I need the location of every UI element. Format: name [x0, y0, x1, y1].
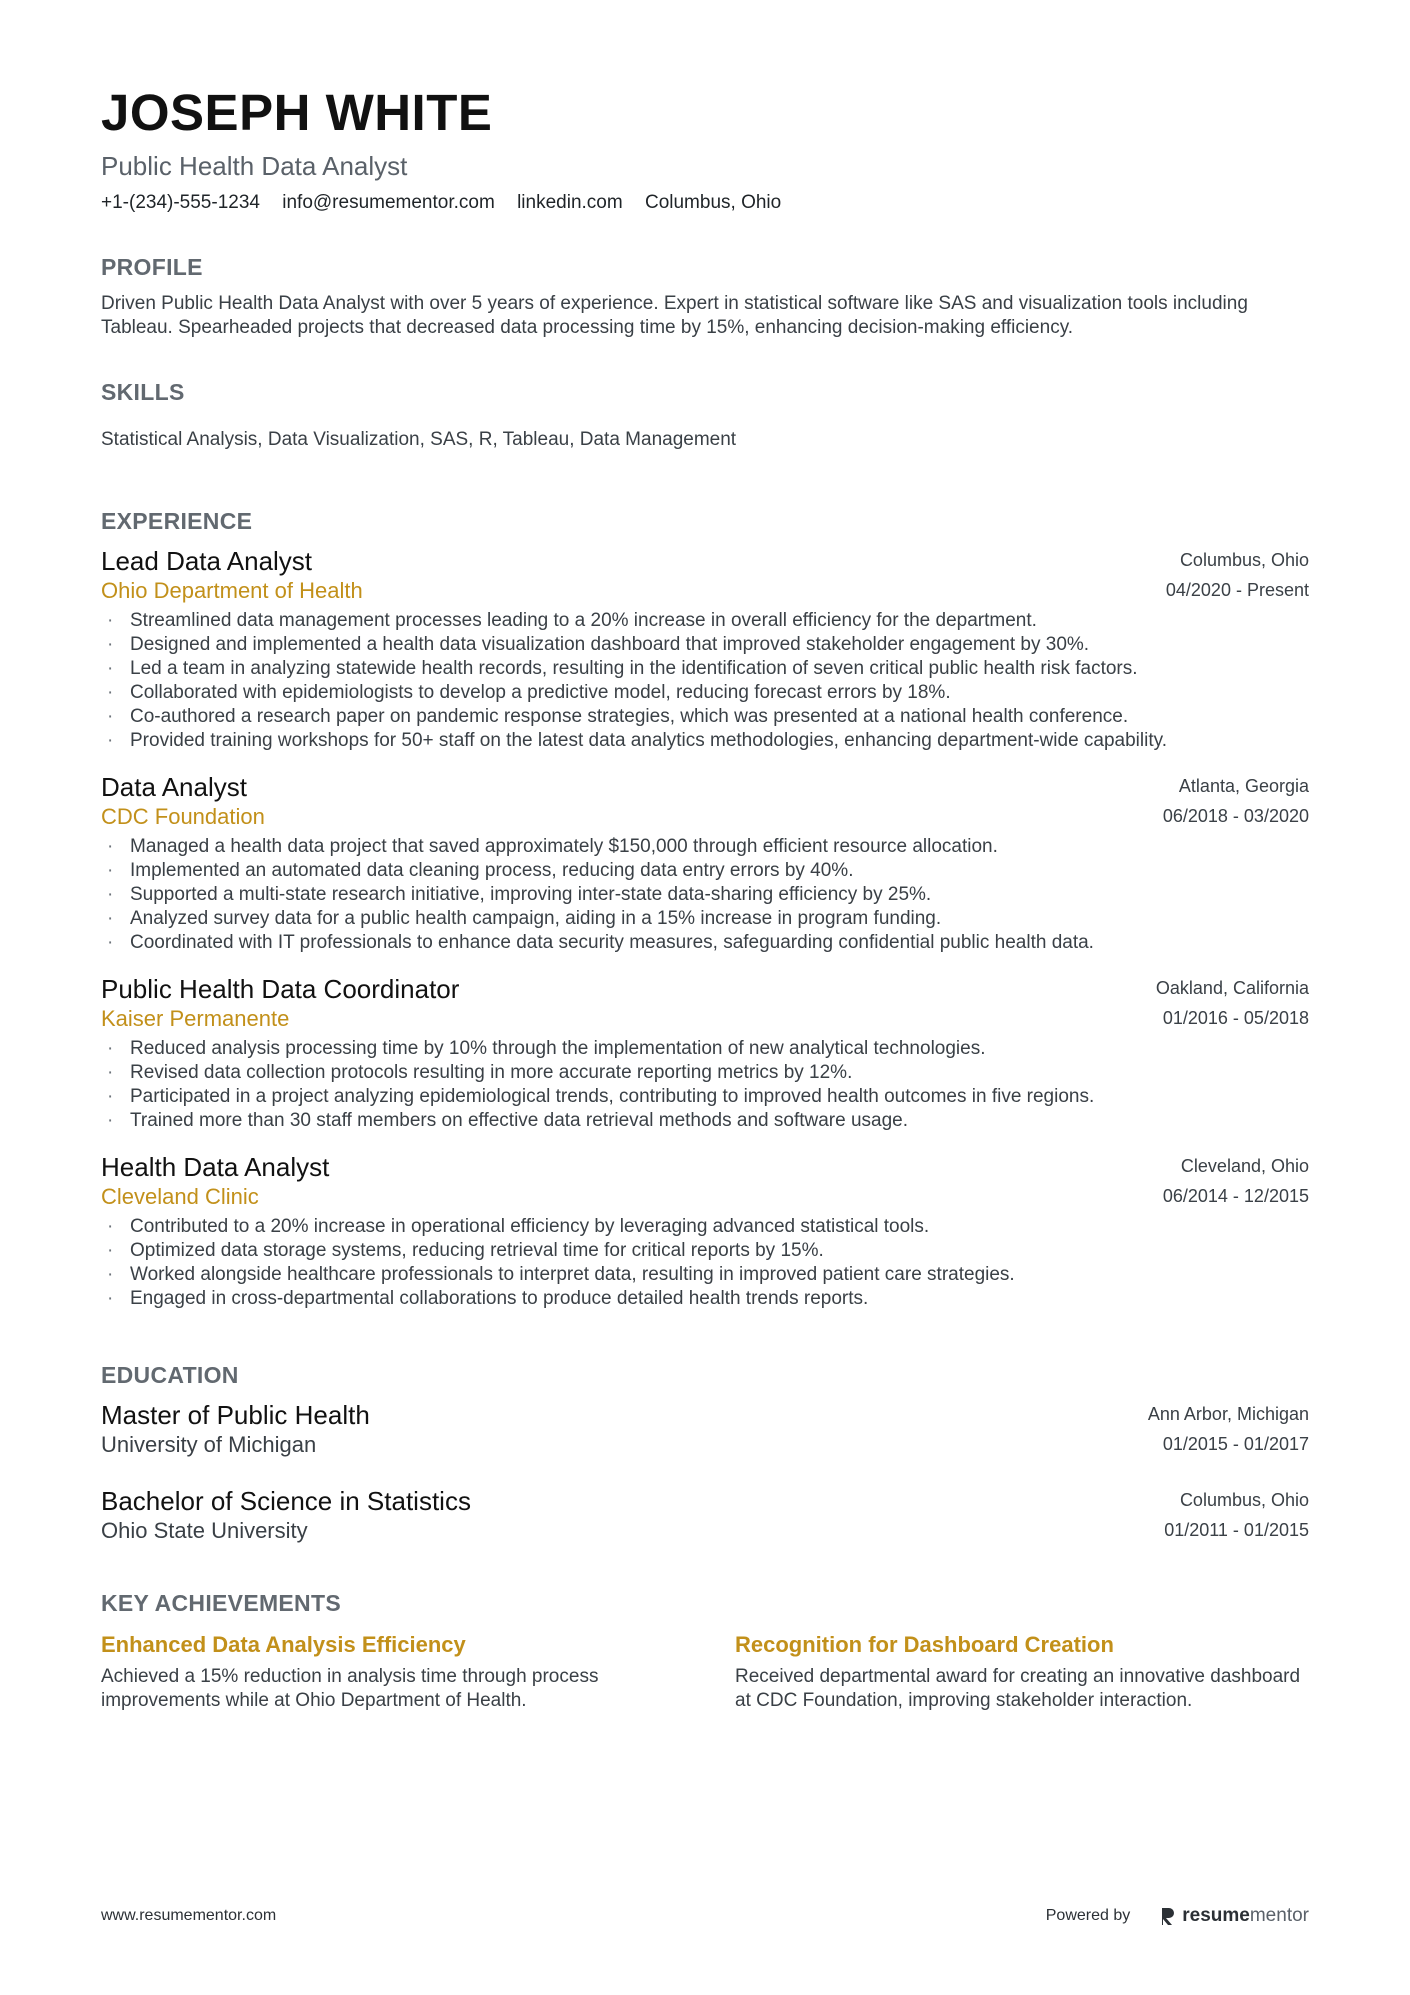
- bullet-item: · Designed and implemented a health data visualization dashboard that improved stakeholder engagement by 30%.: [101, 633, 1309, 657]
- contact-phone: +1-(234)-555-1234: [101, 192, 260, 213]
- job-header: [101, 1151, 1309, 1211]
- contact-email[interactable]: info@resumementor.com: [282, 192, 495, 213]
- resumementor-logo-icon: [1160, 1906, 1176, 1926]
- resumementor-logo[interactable]: [1160, 1905, 1309, 1927]
- job-bullets: [101, 609, 1309, 753]
- experience-heading: EXPERIENCE: [101, 508, 253, 534]
- bullet-item: · Led a team in analyzing statewide health records, resulting in the identification of seven critical public health risk factors.: [101, 657, 1309, 681]
- job-company: Cleveland Clinic: [101, 1184, 259, 1209]
- skills-text: Statistical Analysis, Data Visualization, SAS, R, Tableau, Data Management: [101, 429, 737, 450]
- bullet-item: · Participated in a project analyzing epidemiological trends, contributing to improved health outcomes in five regions.: [101, 1085, 1309, 1109]
- bullet-item: · Provided training workshops for 50+ staff on the latest data analytics methodologies, enhancing department-wide capability.: [101, 729, 1309, 753]
- skills-heading: SKILLS: [101, 379, 185, 405]
- profile-text: Driven Public Health Data Analyst with over 5 years of experience. Expert in statistical software like SAS and visualization tools including Tableau. Spearheaded projects that decreased data processing time by 15%, enhancing decision-making efficiency.: [101, 293, 1248, 338]
- education-section: [101, 1361, 1309, 1545]
- experience-section: [101, 507, 1309, 1311]
- job-location: Cleveland, Ohio: [1180, 1156, 1309, 1176]
- job-company: Ohio Department of Health: [101, 578, 363, 603]
- achievement-title: Recognition for Dashboard Creation: [735, 1632, 1114, 1657]
- candidate-name: JOSEPH WHITE: [101, 84, 493, 141]
- job-entry: [101, 973, 1309, 1133]
- degree-title: Bachelor of Science in Statistics: [101, 1486, 471, 1516]
- education-location: Ann Arbor, Michigan: [1147, 1404, 1309, 1424]
- education-dates: 01/2015 - 01/2017: [1162, 1434, 1309, 1454]
- candidate-title: Public Health Data Analyst: [101, 151, 408, 181]
- job-location: Columbus, Ohio: [1179, 550, 1309, 570]
- job-bullets: [101, 835, 1309, 955]
- job-header: [101, 771, 1309, 831]
- footer-website[interactable]: www.resumementor.com: [101, 1907, 277, 1924]
- achievements-section: [101, 1589, 1309, 1713]
- job-header: [101, 545, 1309, 605]
- job-bullets: [101, 1215, 1309, 1311]
- job-title: Lead Data Analyst: [101, 546, 313, 576]
- skills-section: [101, 378, 1309, 452]
- bullet-item: · Optimized data storage systems, reducing retrieval time for critical reports by 15%.: [101, 1239, 1309, 1263]
- bullet-item: · Coordinated with IT professionals to enhance data security measures, safeguarding confidential public health data.: [101, 931, 1309, 955]
- contact-location: Columbus, Ohio: [644, 192, 782, 213]
- achievement-desc: Achieved a 15% reduction in analysis time through process improvements while at Ohio Department of Health.: [101, 1666, 599, 1711]
- job-dates: 04/2020 - Present: [1165, 580, 1309, 600]
- bullet-item: · Reduced analysis processing time by 10% through the implementation of new analytical technologies.: [101, 1037, 1309, 1061]
- job-header: [101, 973, 1309, 1033]
- bullet-item: · Worked alongside healthcare professionals to interpret data, resulting in improved patient care strategies.: [101, 1263, 1309, 1287]
- profile-section: [101, 253, 1309, 340]
- achievement-card: [735, 1631, 1309, 1713]
- education-heading: EDUCATION: [101, 1362, 239, 1388]
- job-bullets: [101, 1037, 1309, 1133]
- bullet-item: · Streamlined data management processes leading to a 20% increase in overall efficiency for the department.: [101, 609, 1309, 633]
- education-entry: [101, 1485, 1309, 1545]
- page-footer: [101, 1905, 1309, 1927]
- achievements-heading: KEY ACHIEVEMENTS: [101, 1590, 341, 1616]
- powered-by-label: Powered by: [1045, 1907, 1131, 1924]
- job-dates: 06/2014 - 12/2015: [1162, 1186, 1309, 1206]
- job-entry: [101, 545, 1309, 753]
- contact-linkedin[interactable]: linkedin.com: [517, 192, 623, 213]
- education-location: Columbus, Ohio: [1179, 1490, 1309, 1510]
- job-title: Public Health Data Coordinator: [101, 974, 460, 1004]
- job-dates: 01/2016 - 05/2018: [1162, 1008, 1309, 1028]
- brand-light: mentor: [1249, 1905, 1309, 1926]
- bullet-item: · Collaborated with epidemiologists to develop a predictive model, reducing forecast errors by 18%.: [101, 681, 1309, 705]
- bullet-item: · Managed a health data project that saved approximately $150,000 through efficient resource allocation.: [101, 835, 1309, 859]
- achievement-card: [101, 1631, 675, 1713]
- footer-brand: [1046, 1905, 1309, 1927]
- job-dates: 06/2018 - 03/2020: [1162, 806, 1309, 826]
- job-entry: [101, 1151, 1309, 1311]
- bullet-item: · Analyzed survey data for a public health campaign, aiding in a 15% increase in program funding.: [101, 907, 1309, 931]
- school-name: University of Michigan: [101, 1432, 317, 1457]
- job-location: Oakland, California: [1155, 978, 1309, 998]
- brand-bold: resume: [1182, 1905, 1250, 1926]
- job-location: Atlanta, Georgia: [1178, 776, 1309, 796]
- job-entry: [101, 771, 1309, 955]
- bullet-item: · Contributed to a 20% increase in operational efficiency by leveraging advanced statistical tools.: [101, 1215, 1309, 1239]
- job-title: Data Analyst: [101, 772, 247, 802]
- bullet-item: · Trained more than 30 staff members on effective data retrieval methods and software usage.: [101, 1109, 1309, 1133]
- bullet-item: · Engaged in cross-departmental collaborations to produce detailed health trends reports.: [101, 1287, 1309, 1311]
- achievements-grid: [101, 1631, 1309, 1713]
- school-name: Ohio State University: [101, 1518, 308, 1543]
- achievement-title: Enhanced Data Analysis Efficiency: [101, 1632, 466, 1657]
- bullet-item: · Revised data collection protocols resulting in more accurate reporting metrics by 12%.: [101, 1061, 1309, 1085]
- education-dates: 01/2011 - 01/2015: [1164, 1520, 1309, 1540]
- achievement-desc: Received departmental award for creating an innovative dashboard at CDC Foundation, improving stakeholder interaction.: [735, 1666, 1301, 1711]
- education-entry: [101, 1399, 1309, 1459]
- bullet-item: · Supported a multi-state research initiative, improving inter-state data-sharing efficiency by 25%.: [101, 883, 1309, 907]
- job-company: Kaiser Permanente: [101, 1006, 290, 1031]
- profile-heading: PROFILE: [101, 254, 203, 280]
- job-title: Health Data Analyst: [101, 1152, 330, 1182]
- degree-title: Master of Public Health: [101, 1400, 370, 1430]
- job-company: CDC Foundation: [101, 804, 265, 829]
- contact-line: [101, 191, 1309, 215]
- bullet-item: · Co-authored a research paper on pandemic response strategies, which was presented at a national health conference.: [101, 705, 1309, 729]
- bullet-item: · Implemented an automated data cleaning process, reducing data entry errors by 40%.: [101, 859, 1309, 883]
